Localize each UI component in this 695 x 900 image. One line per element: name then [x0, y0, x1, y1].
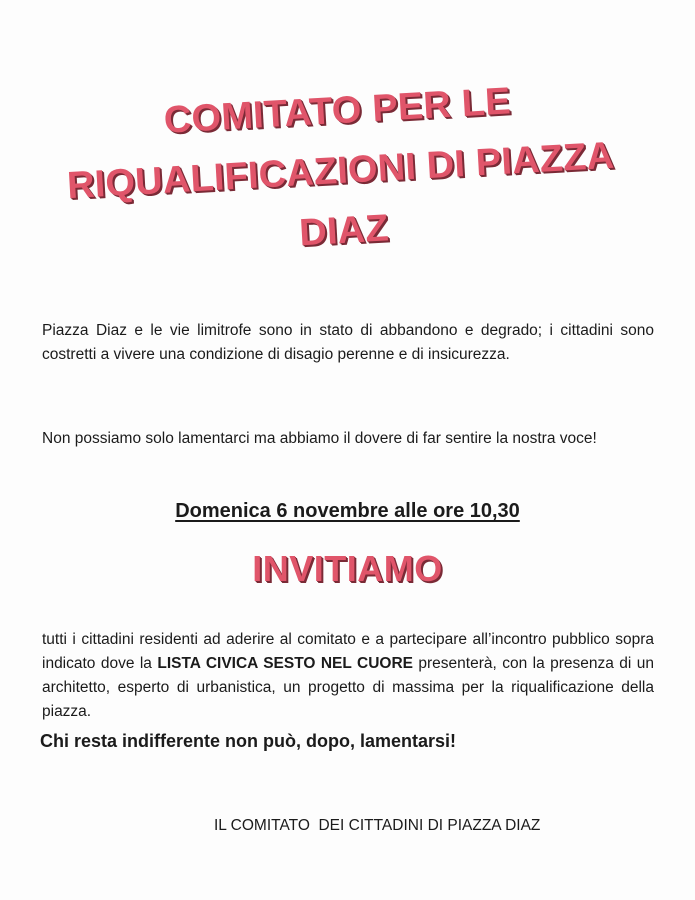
committee-signature: IL COMITATO DEI CITTADINI DI PIAZZA DIAZ	[214, 817, 541, 834]
paragraph-invitation	[42, 628, 654, 724]
invitation-text-before: tutti i cittadini residenti ad aderire al comitato e a partecipare all’incontro pubblico sopra indicato dove la	[42, 631, 654, 672]
invite-heading: INVITIAMO	[252, 548, 443, 589]
civic-list-name: LISTA CIVICA SESTO NEL CUORE	[157, 655, 413, 672]
event-date-text: Domenica 6 novembre alle ore 10,30	[175, 500, 520, 522]
event-date	[0, 500, 695, 523]
title-line-3: DIAZ	[298, 207, 390, 255]
invitation-text-after: presenterà, con la presenza di un architetto, esperto di urbanistica, un progetto di massima per la riqualificazione della piazza.	[42, 655, 655, 720]
closing-statement: Chi resta indifferente non può, dopo, lamentarsi!	[40, 731, 457, 751]
title-line-2: RIQUALIFICAZIONI DI PIAZZA	[65, 134, 616, 208]
paragraph-duty: Non possiamo solo lamentarci ma abbiamo il dovere di far sentire la nostra voce!	[42, 430, 597, 447]
paragraph-situation: Piazza Diaz e le vie limitrofe sono in stato di abbandono e degrado; i cittadini sono costretti a vivere una condizione di disagio perenne e di insicurezza.	[42, 322, 654, 363]
title-line-1: COMITATO PER LE	[162, 80, 512, 142]
flyer-title	[55, 45, 625, 276]
